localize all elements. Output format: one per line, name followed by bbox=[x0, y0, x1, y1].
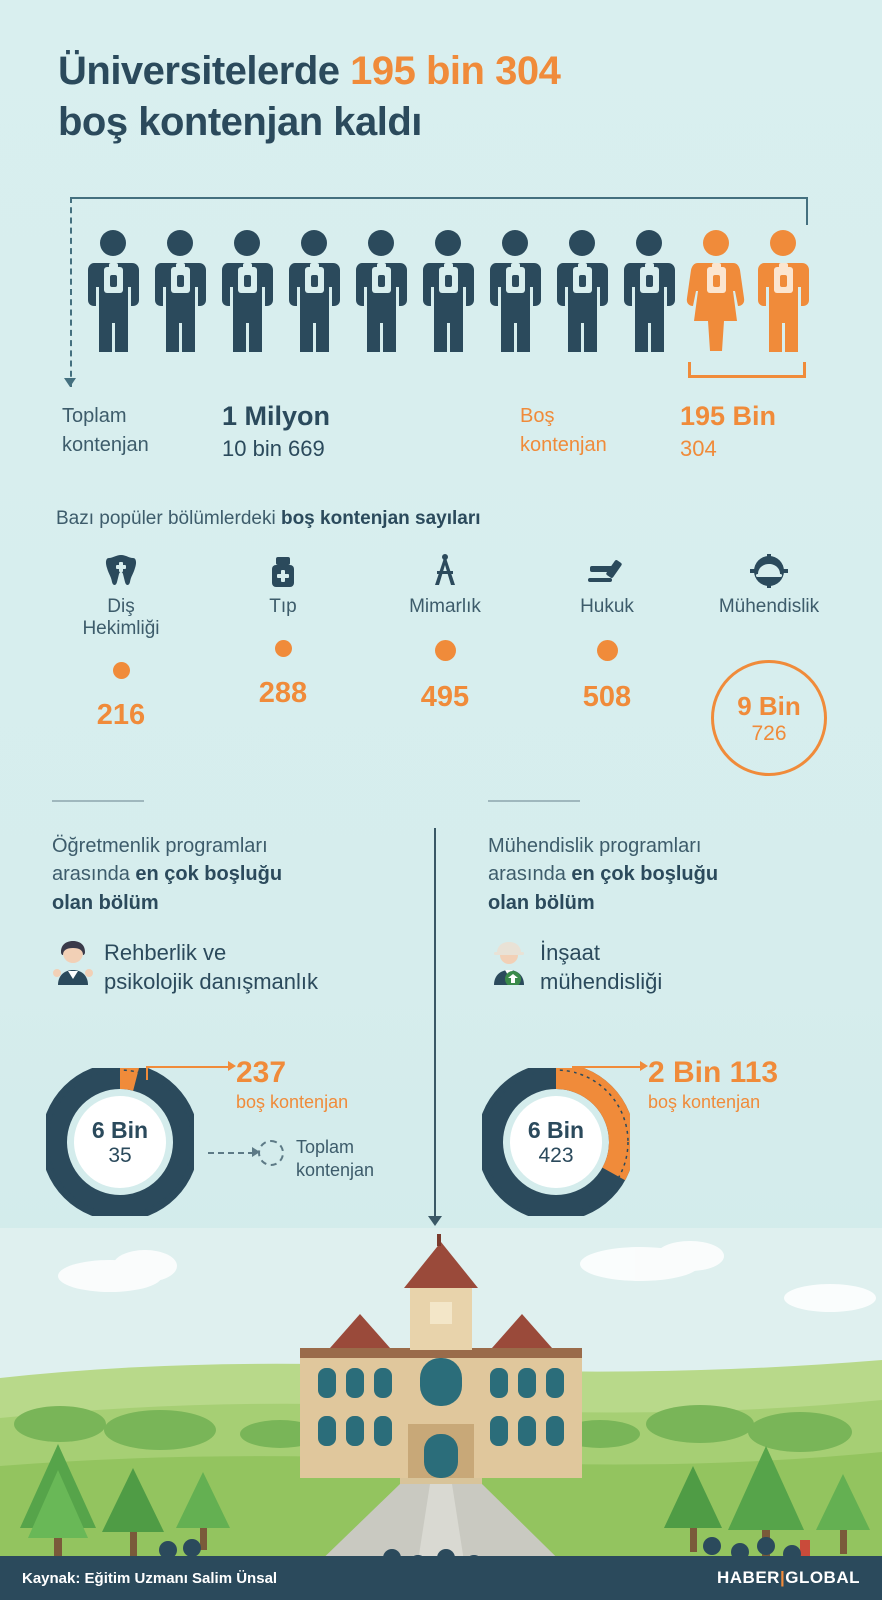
brand-separator: | bbox=[779, 1568, 786, 1587]
teaching-empty-value: 237 bbox=[236, 1056, 287, 1089]
person-icon-empty bbox=[750, 227, 817, 352]
brand-part1: HABER bbox=[717, 1568, 780, 1587]
empty-quota-bracket bbox=[688, 362, 806, 378]
total-quota-value-sub: 10 bin 669 bbox=[222, 436, 325, 462]
teaching-empty-callout bbox=[236, 1056, 348, 1113]
page-title bbox=[58, 46, 848, 148]
department-name: Mimarlık bbox=[409, 596, 481, 617]
totals-row bbox=[62, 398, 862, 484]
engineering-empty-callout bbox=[648, 1056, 778, 1113]
total-quota-label bbox=[62, 402, 192, 460]
empty-quota-value-sub: 304 bbox=[680, 436, 717, 462]
engineering-program-name-row bbox=[488, 939, 868, 996]
engineering-programs-block bbox=[488, 832, 868, 996]
total-quota-label-line1: Toplam bbox=[62, 405, 127, 427]
teaching-callout-arrow-stem bbox=[146, 1066, 148, 1080]
divider-left bbox=[52, 800, 144, 802]
value-dot bbox=[113, 662, 130, 679]
brand-part2: GLOBAL bbox=[785, 1568, 860, 1587]
title-line1-part1: Üniversitelerde bbox=[58, 49, 351, 93]
teaching-donut-chart bbox=[46, 1068, 194, 1216]
engineering-programs-description: Mühendislik programları arasında en çok boşluğu olan bölüm bbox=[488, 835, 719, 914]
engineering-callout-arrow-head bbox=[640, 1061, 648, 1071]
total-quota-label-line2: kontenjan bbox=[62, 434, 149, 456]
gavel-icon bbox=[526, 552, 688, 590]
department-name: Diş Hekimliği bbox=[82, 596, 160, 639]
department-value: 508 bbox=[582, 680, 632, 713]
teaching-callout-arrow-line bbox=[146, 1066, 230, 1068]
source-text: Kaynak: Eğitim Uzmanı Salim Ünsal bbox=[22, 1569, 278, 1587]
engineer-avatar-icon bbox=[488, 939, 530, 990]
empty-quota-label-line2: kontenjan bbox=[520, 434, 607, 456]
donut bbox=[46, 1068, 194, 1216]
popular-heading-part1: Bazı popüler bölümlerdeki bbox=[56, 508, 281, 529]
empty-quota-label-line1: Boş bbox=[520, 405, 555, 427]
engineering-callout-arrow-line bbox=[572, 1066, 642, 1068]
empty-quota-value-big: 195 Bin bbox=[680, 401, 777, 431]
total-legend-label: Toplam kontenjan bbox=[296, 1137, 375, 1181]
donut bbox=[482, 1068, 630, 1216]
value-dot bbox=[597, 640, 618, 661]
empty-quota-label bbox=[520, 402, 640, 460]
people-pictogram-row bbox=[80, 222, 820, 352]
engineering-empty-value: 2 Bin 113 bbox=[648, 1056, 779, 1089]
engineering-empty-caption: boş kontenjan bbox=[648, 1092, 761, 1112]
teaching-programs-description: Öğretmenlik programları arasında en çok boşluğu olan bölüm bbox=[52, 835, 283, 914]
person-icon bbox=[214, 227, 281, 352]
total-quota-value-big: 1 Milyon bbox=[222, 401, 331, 431]
donut-center-value: 6 Bin 35 bbox=[74, 1096, 166, 1188]
teaching-program-name-row bbox=[52, 939, 432, 996]
department-name: Tıp bbox=[269, 596, 297, 617]
compass-icon bbox=[364, 552, 526, 590]
department-item bbox=[364, 552, 526, 782]
person-icon-empty bbox=[683, 227, 750, 352]
department-value: 495 bbox=[420, 680, 470, 713]
person-icon bbox=[482, 227, 549, 352]
person-icon bbox=[616, 227, 683, 352]
counselor-avatar-icon bbox=[52, 939, 94, 990]
value-dot bbox=[275, 640, 292, 657]
popular-heading-part2: boş kontenjan sayıları bbox=[280, 508, 481, 529]
total-legend-line bbox=[208, 1152, 254, 1154]
department-item bbox=[526, 552, 688, 782]
department-name: Mühendislik bbox=[718, 596, 820, 617]
department-item bbox=[202, 552, 364, 782]
departments-row bbox=[40, 552, 850, 782]
teaching-empty-caption: boş kontenjan bbox=[236, 1092, 349, 1112]
teaching-callout-arrow-head bbox=[228, 1061, 236, 1071]
vertical-divider-arrow bbox=[428, 1216, 442, 1226]
person-icon bbox=[415, 227, 482, 352]
department-value: 288 bbox=[258, 676, 308, 709]
total-bracket-right-tick bbox=[806, 197, 808, 225]
tooth-icon bbox=[40, 552, 202, 590]
empty-quota-value bbox=[680, 398, 880, 464]
teaching-programs-block bbox=[52, 832, 432, 996]
engineering-callout-arrow-stem bbox=[572, 1066, 574, 1080]
department-value-ring: 9 Bin 726 bbox=[711, 660, 827, 776]
helmet-gear-icon bbox=[688, 552, 850, 590]
total-legend-ring-icon bbox=[258, 1140, 284, 1166]
footer-bar bbox=[0, 1556, 882, 1600]
medicine-icon bbox=[202, 552, 364, 590]
engineering-program-name: İnşaat mühendisliği bbox=[540, 940, 663, 994]
value-dot bbox=[435, 640, 456, 661]
vertical-divider bbox=[434, 828, 436, 1218]
department-value: 216 bbox=[96, 698, 146, 731]
total-bracket-arrow bbox=[64, 378, 76, 387]
department-item bbox=[688, 552, 850, 782]
title-line1-highlight: 195 bin 304 bbox=[350, 49, 561, 93]
person-icon bbox=[147, 227, 214, 352]
donut-center-value: 6 Bin 423 bbox=[510, 1096, 602, 1188]
total-quota-value bbox=[222, 398, 442, 464]
engineering-donut-chart bbox=[482, 1068, 630, 1216]
department-item bbox=[40, 552, 202, 782]
person-icon bbox=[80, 227, 147, 352]
teaching-program-name: Rehberlik ve psikolojik danışmanlık bbox=[104, 940, 318, 994]
person-icon bbox=[281, 227, 348, 352]
brand-logo bbox=[717, 1568, 860, 1588]
department-name: Hukuk bbox=[580, 596, 634, 617]
divider-right bbox=[488, 800, 580, 802]
title-line2: boş kontenjan kaldı bbox=[58, 100, 422, 145]
person-icon bbox=[549, 227, 616, 352]
campus-illustration bbox=[0, 1228, 882, 1600]
popular-departments-heading bbox=[56, 508, 481, 530]
person-icon bbox=[348, 227, 415, 352]
